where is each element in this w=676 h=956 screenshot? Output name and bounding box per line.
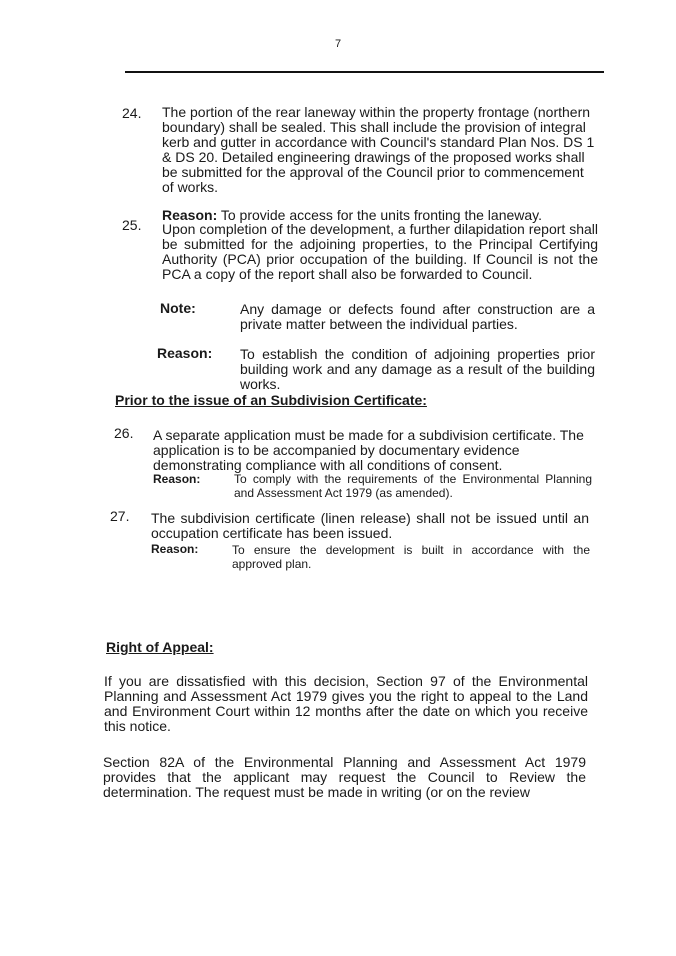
condition-27-reason-label: Reason: [151,542,199,556]
condition-25-reason-text: To establish the condition of adjoining properties prior building work and any damage as a result of the building works. [240,346,595,392]
condition-25-number: 25. [122,217,142,233]
condition-25-reason-label: Reason: [157,345,213,361]
appeal-paragraph-1: If you are dissatisfied with this decision, Section 97 of the Environmental Planning and Assessment Act 1979 gives you the right to appeal to the Land and Environment Court within 12 months after the date on which you receive this notice. [104,673,588,734]
condition-27-reason-text: To ensure the development is built in accordance with the approved plan. [232,543,590,571]
condition-26-reason-text: To comply with the requirements of the Environmental Planning and Assessment Act 1979 (as amended). [234,472,592,500]
condition-27-number: 27. [110,508,130,524]
condition-24-text: The portion of the rear laneway within the property frontage (northern boundary) shall be sealed. This shall include the provision of integral kerb and gutter in accordance with Council's standard Plan Nos. DS 1 & DS 20. Detailed engineering drawings of the proposed works shall be submitted for the approval of the Council prior to commencement of works. [162,104,595,195]
condition-26-reason-label: Reason: [153,472,201,486]
page-number: 7 [334,38,342,50]
condition-25-note-text: Any damage or defects found after construction are a private matter between the individual parties. [240,301,595,332]
section-heading: Prior to the issue of an Subdivision Certificate: [115,392,427,408]
header-rule [125,71,604,73]
appeal-paragraph-2: Section 82A of the Environmental Planning and Assessment Act 1979 provides that the applicant may request the Council to Review the determination. The request must be made in writing (or on the review [103,754,586,800]
appeal-heading: Right of Appeal: [106,639,214,655]
condition-25-note-label: Note: [160,300,196,316]
condition-24-reason-label: Reason: [162,207,218,223]
condition-24-reason-text: To provide access for the units fronting the laneway. [220,207,543,223]
condition-27-text: The subdivision certificate (linen release) shall not be issued until an occupation certificate has been issued. [151,510,589,541]
condition-26-number: 26. [114,425,134,441]
condition-25-text: Upon completion of the development, a further dilapidation report shall be submitted for the adjoining properties, to the Principal Certifying Authority (PCA) prior occupation of the building. If Council is not the PCA a copy of the report shall also be forwarded to Council. [162,221,598,282]
condition-24-number: 24. [122,105,142,121]
condition-26-text: A separate application must be made for a subdivision certificate. The application is to be accompanied by documentary evidence demonstrating compliance with all conditions of consent. [153,427,584,473]
